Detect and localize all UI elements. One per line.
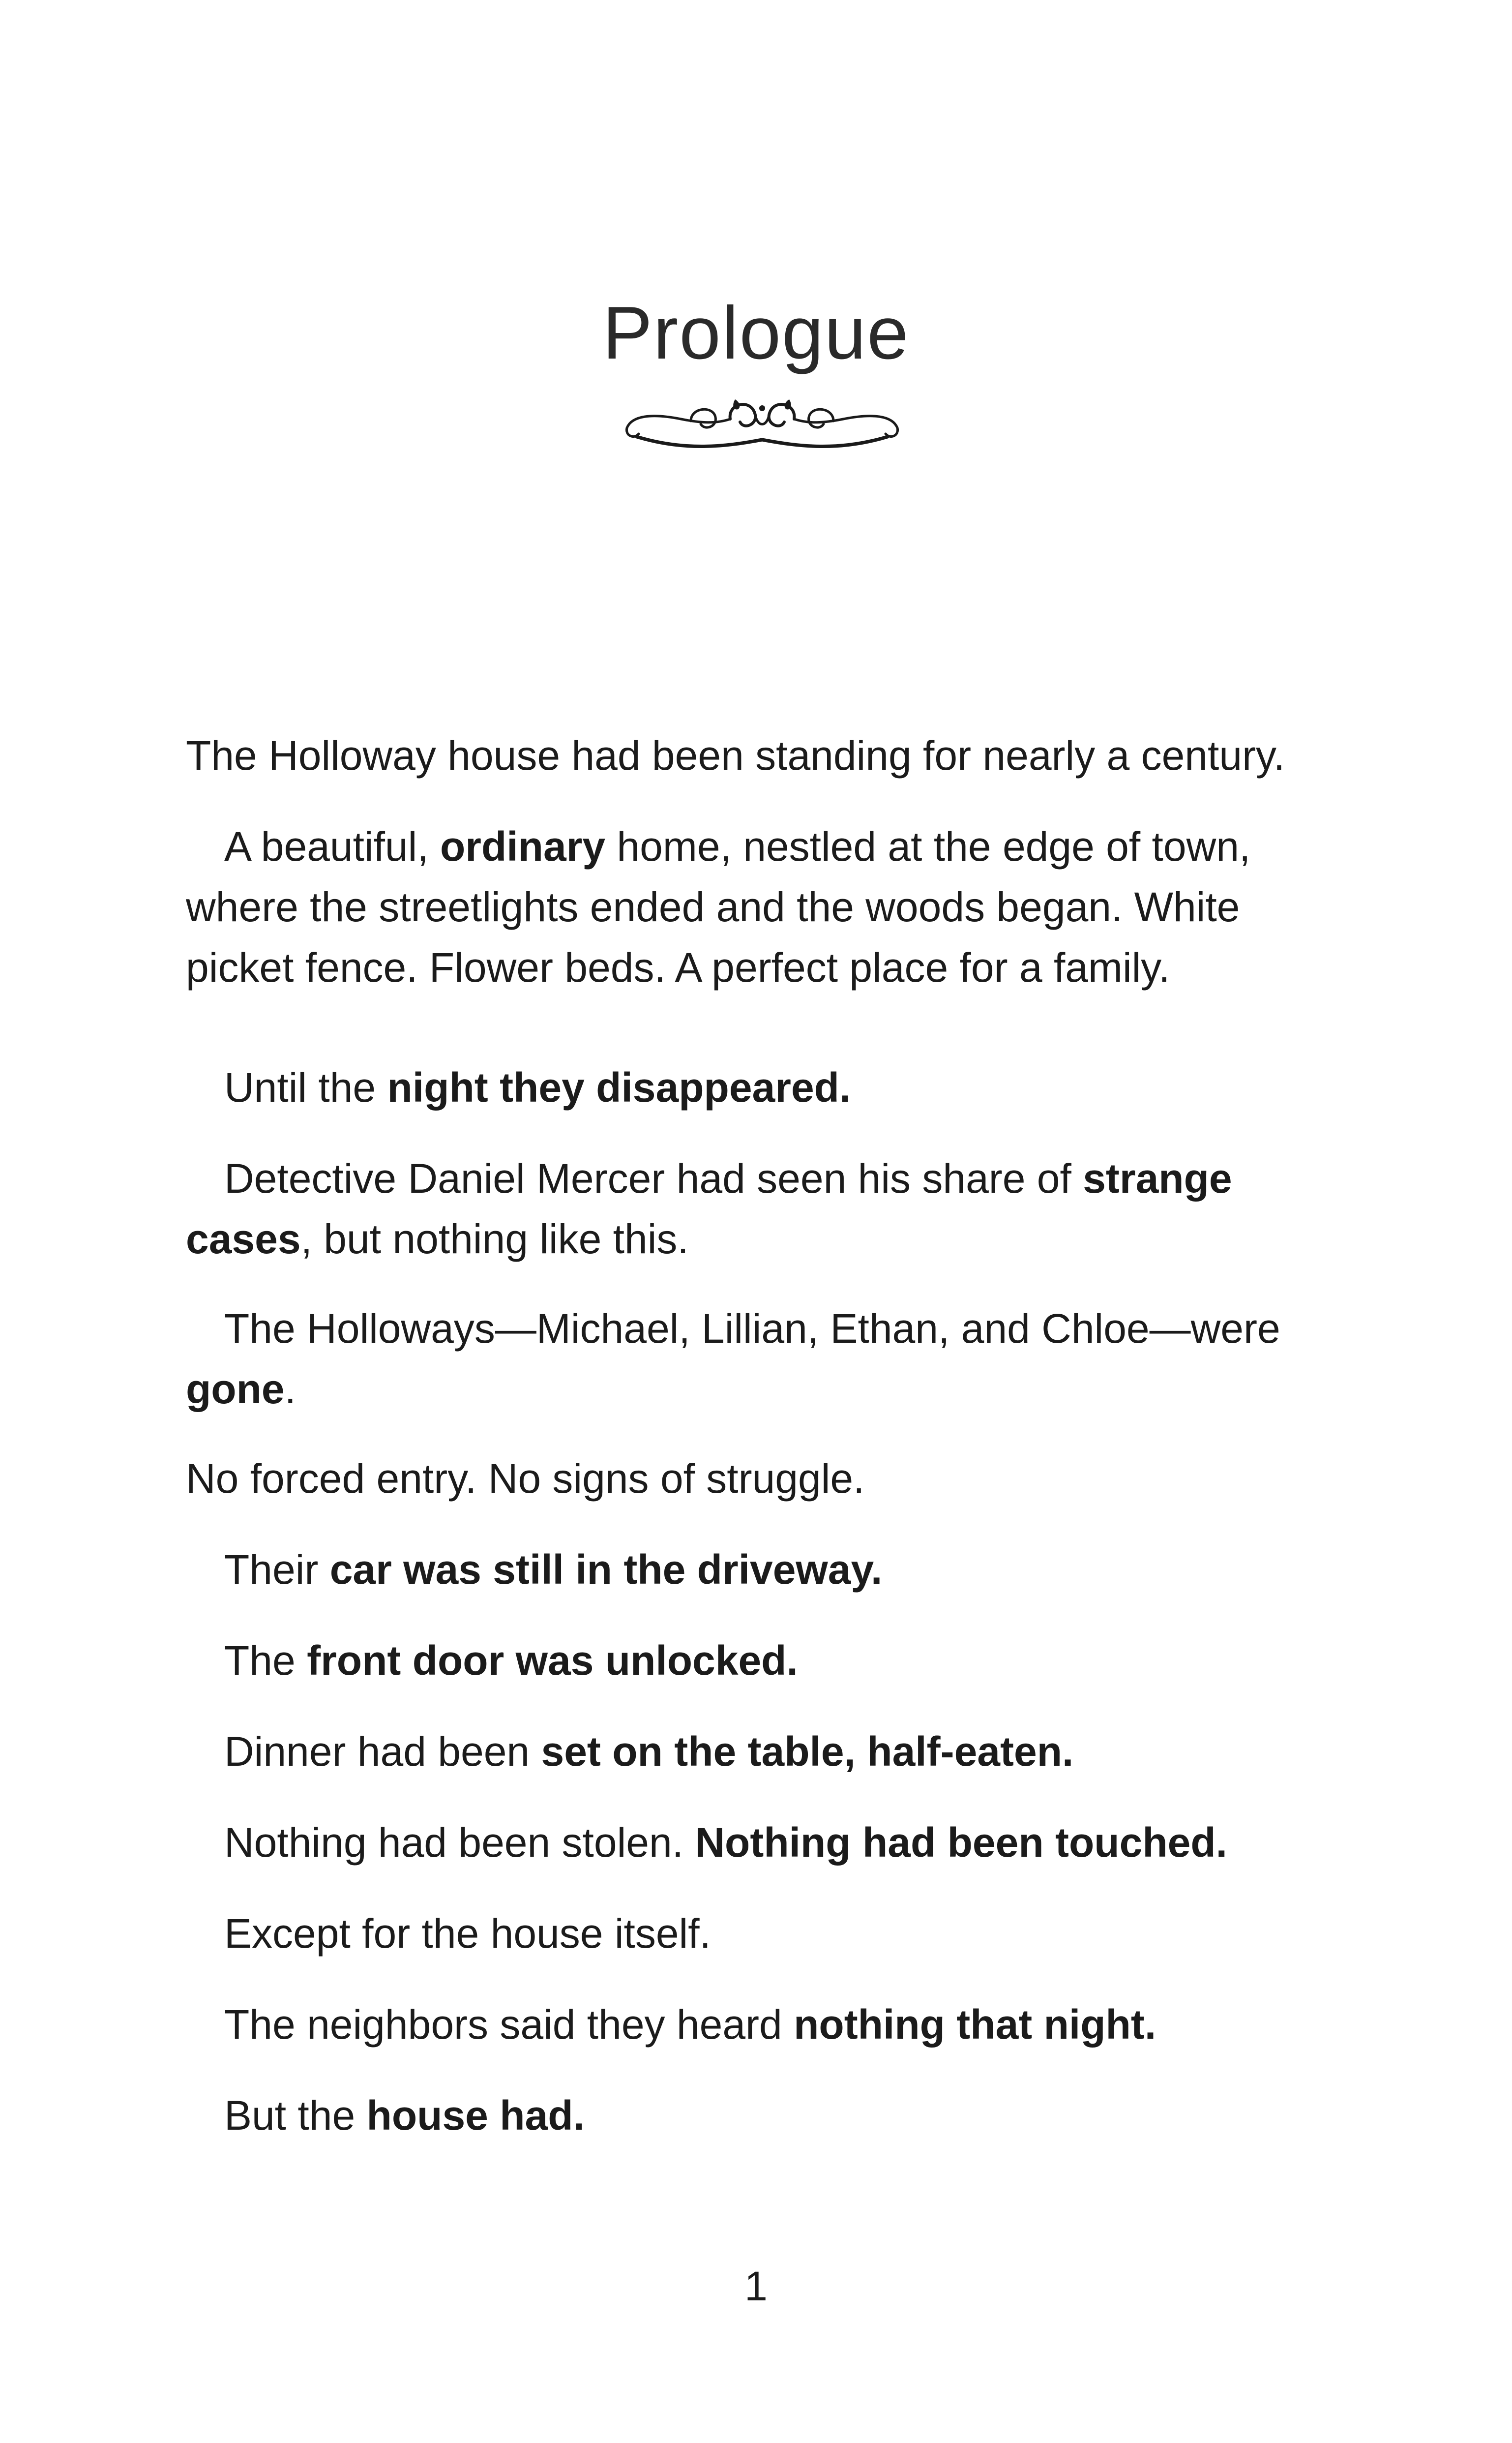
paragraph: [186, 1812, 1356, 1873]
paragraph: [186, 1057, 1356, 1118]
bold-text: Nothing had been touched.: [695, 1819, 1227, 1866]
flourish-divider-icon: [617, 389, 907, 462]
text-segment: The: [224, 1637, 307, 1684]
bold-text: night they disappeared.: [387, 1064, 851, 1111]
text-segment: , but nothing like this.: [300, 1216, 689, 1262]
text-segment: Their: [224, 1546, 330, 1593]
bold-text: ordinary: [440, 823, 606, 870]
paragraph: [186, 1994, 1356, 2055]
text-segment: The Holloway house had been standing for nearly a century.: [186, 732, 1285, 779]
bold-text: strange cases: [186, 1155, 1232, 1262]
page-number: 1: [744, 2263, 768, 2309]
text-segment: The neighbors said they heard: [224, 2001, 794, 2048]
paragraph: [186, 1298, 1356, 1419]
bold-text: gone: [186, 1366, 285, 1412]
paragraph: [186, 1630, 1356, 1691]
bold-text: house had.: [366, 2092, 585, 2139]
text-segment: .: [284, 1366, 296, 1412]
paragraph: [186, 1721, 1356, 1782]
text-segment: home, nestled at the edge of town, where the streetlights ended and the woods began. White picket fence. Flower beds. A perfect place for a family.: [186, 823, 1251, 991]
chapter-title: Prologue: [602, 291, 910, 375]
bold-text: car was still in the driveway.: [329, 1546, 883, 1593]
paragraph: [186, 1148, 1356, 1269]
bold-text: nothing that night.: [794, 2001, 1156, 2048]
text-segment: But the: [224, 2092, 367, 2139]
paragraph: [186, 1448, 1356, 1509]
text-segment: Detective Daniel Mercer had seen his share of: [224, 1155, 1083, 1202]
text-segment: A beautiful,: [224, 823, 440, 870]
paragraph: [186, 725, 1356, 786]
bold-text: front door was unlocked.: [307, 1637, 798, 1684]
text-segment: Nothing had been stolen.: [224, 1819, 695, 1866]
text-segment: The Holloways—Michael, Lillian, Ethan, and Chloe—were: [224, 1305, 1280, 1352]
bold-text: set on the table, half-eaten.: [541, 1728, 1074, 1775]
paragraph: [186, 1539, 1356, 1600]
text-segment: Except for the house itself.: [224, 1910, 711, 1957]
text-segment: Dinner had been: [224, 1728, 541, 1775]
paragraph: [186, 1903, 1356, 1964]
text-segment: Until the: [224, 1064, 387, 1111]
paragraph: [186, 2085, 1356, 2146]
paragraph: [186, 816, 1356, 998]
text-segment: No forced entry. No signs of struggle.: [186, 1455, 865, 1502]
